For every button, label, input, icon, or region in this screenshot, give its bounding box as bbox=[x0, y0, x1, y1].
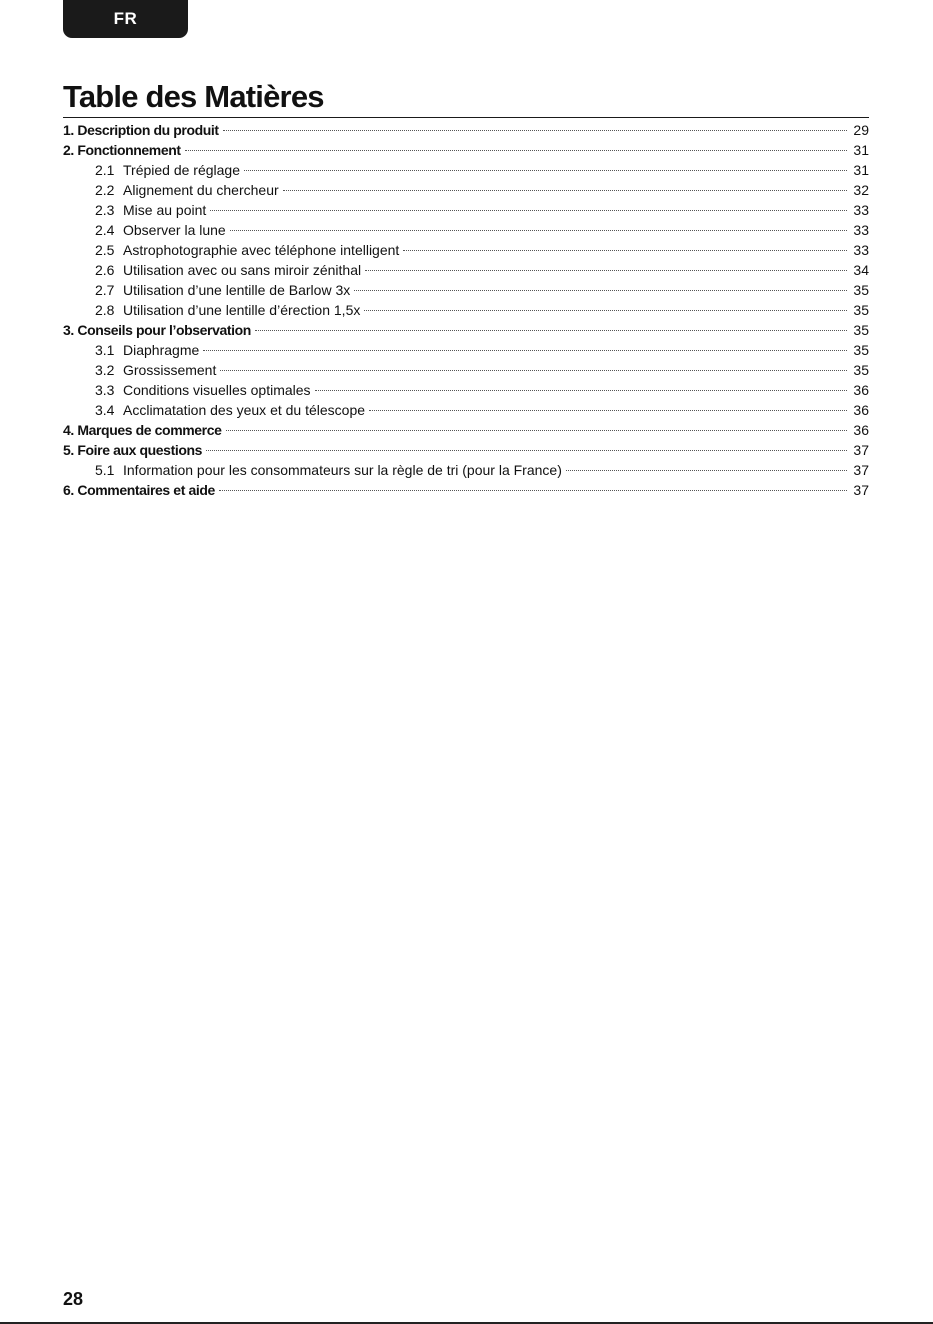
dot-leader bbox=[223, 130, 847, 131]
toc-entry-number: 2.1 bbox=[95, 162, 115, 178]
toc-section-entry[interactable] bbox=[63, 420, 869, 440]
dot-leader bbox=[206, 450, 847, 451]
dot-leader bbox=[203, 350, 847, 351]
toc-entry-label: Utilisation d’une lentille d’érection 1,5x bbox=[123, 302, 361, 318]
toc-entry-number: 3.2 bbox=[95, 362, 115, 378]
dot-leader bbox=[255, 330, 847, 331]
toc-entry-label: Astrophotographie avec téléphone intelligent bbox=[123, 242, 400, 258]
toc-entry-label: 3. Conseils pour l’observation bbox=[63, 322, 251, 338]
toc-subsection-entry[interactable] bbox=[63, 160, 869, 180]
toc-entry-page: 37 bbox=[853, 462, 869, 478]
toc-entry-page: 35 bbox=[853, 342, 869, 358]
toc-entry-label: Grossissement bbox=[123, 362, 217, 378]
toc-subsection-entry[interactable] bbox=[63, 400, 869, 420]
toc-entry-page: 33 bbox=[853, 222, 869, 238]
dot-leader bbox=[364, 310, 847, 311]
table-of-contents bbox=[63, 120, 869, 500]
toc-section-entry[interactable] bbox=[63, 140, 869, 160]
toc-section-entry[interactable] bbox=[63, 320, 869, 340]
dot-leader bbox=[365, 270, 847, 271]
toc-entry-number: 2.7 bbox=[95, 282, 115, 298]
toc-subsection-entry[interactable] bbox=[63, 460, 869, 480]
toc-entry-number: 2.3 bbox=[95, 202, 115, 218]
toc-entry-label: 2. Fonctionnement bbox=[63, 142, 181, 158]
dot-leader bbox=[244, 170, 847, 171]
toc-entry-label: Conditions visuelles optimales bbox=[123, 382, 311, 398]
toc-entry-label: 4. Marques de commerce bbox=[63, 422, 222, 438]
toc-entry-label: Information pour les consommateurs sur la règle de tri (pour la France) bbox=[123, 462, 562, 478]
toc-entry-page: 31 bbox=[853, 162, 869, 178]
toc-entry-page: 37 bbox=[853, 442, 869, 458]
toc-entry-page: 36 bbox=[853, 382, 869, 398]
toc-entry-number: 3.3 bbox=[95, 382, 115, 398]
toc-entry-page: 32 bbox=[853, 182, 869, 198]
toc-entry-label: Mise au point bbox=[123, 202, 207, 218]
toc-entry-page: 35 bbox=[853, 322, 869, 338]
toc-entry-number: 3.4 bbox=[95, 402, 115, 418]
toc-subsection-entry[interactable] bbox=[63, 300, 869, 320]
toc-entry-page: 35 bbox=[853, 302, 869, 318]
dot-leader bbox=[185, 150, 847, 151]
toc-entry-label: Acclimatation des yeux et du télescope bbox=[123, 402, 366, 418]
title-divider bbox=[63, 117, 869, 118]
toc-entry-label: Utilisation d’une lentille de Barlow 3x bbox=[123, 282, 351, 298]
toc-subsection-entry[interactable] bbox=[63, 240, 869, 260]
dot-leader bbox=[403, 250, 847, 251]
toc-entry-number: 5.1 bbox=[95, 462, 115, 478]
toc-entry-page: 33 bbox=[853, 202, 869, 218]
dot-leader bbox=[354, 290, 847, 291]
toc-entry-label: Alignement du chercheur bbox=[123, 182, 279, 198]
toc-entry-page: 35 bbox=[853, 362, 869, 378]
toc-entry-label: 1. Description du produit bbox=[63, 122, 219, 138]
toc-entry-page: 35 bbox=[853, 282, 869, 298]
toc-subsection-entry[interactable] bbox=[63, 180, 869, 200]
toc-entry-label: 6. Commentaires et aide bbox=[63, 482, 215, 498]
toc-subsection-entry[interactable] bbox=[63, 220, 869, 240]
dot-leader bbox=[283, 190, 847, 191]
toc-entry-label: Trépied de réglage bbox=[123, 162, 241, 178]
toc-entry-number: 2.6 bbox=[95, 262, 115, 278]
dot-leader bbox=[219, 490, 847, 491]
dot-leader bbox=[315, 390, 847, 391]
page-title: Table des Matières bbox=[63, 79, 324, 114]
toc-section-entry[interactable] bbox=[63, 120, 869, 140]
toc-section-entry[interactable] bbox=[63, 480, 869, 500]
toc-entry-page: 31 bbox=[853, 142, 869, 158]
toc-section-entry[interactable] bbox=[63, 440, 869, 460]
toc-entry-label: 5. Foire aux questions bbox=[63, 442, 203, 458]
toc-entry-page: 36 bbox=[853, 402, 869, 418]
toc-entry-label: Utilisation avec ou sans miroir zénithal bbox=[123, 262, 362, 278]
toc-entry-number: 3.1 bbox=[95, 342, 115, 358]
toc-entry-page: 33 bbox=[853, 242, 869, 258]
page-number: 28 bbox=[63, 1289, 84, 1309]
toc-entry-label: Diaphragme bbox=[123, 342, 200, 358]
dot-leader bbox=[369, 410, 847, 411]
toc-subsection-entry[interactable] bbox=[63, 200, 869, 220]
toc-subsection-entry[interactable] bbox=[63, 360, 869, 380]
toc-entry-page: 29 bbox=[853, 122, 869, 138]
dot-leader bbox=[210, 210, 847, 211]
toc-entry-number: 2.8 bbox=[95, 302, 115, 318]
toc-entry-label: Observer la lune bbox=[123, 222, 226, 238]
toc-subsection-entry[interactable] bbox=[63, 340, 869, 360]
dot-leader bbox=[226, 430, 848, 431]
toc-entry-page: 37 bbox=[853, 482, 869, 498]
toc-subsection-entry[interactable] bbox=[63, 380, 869, 400]
toc-entry-page: 36 bbox=[853, 422, 869, 438]
toc-subsection-entry[interactable] bbox=[63, 260, 869, 280]
dot-leader bbox=[220, 370, 847, 371]
toc-entry-number: 2.2 bbox=[95, 182, 115, 198]
toc-subsection-entry[interactable] bbox=[63, 280, 869, 300]
dot-leader bbox=[230, 230, 847, 231]
toc-entry-page: 34 bbox=[853, 262, 869, 278]
dot-leader bbox=[566, 470, 847, 471]
language-tab: FR bbox=[63, 0, 188, 38]
toc-entry-number: 2.4 bbox=[95, 222, 115, 238]
toc-entry-number: 2.5 bbox=[95, 242, 115, 258]
